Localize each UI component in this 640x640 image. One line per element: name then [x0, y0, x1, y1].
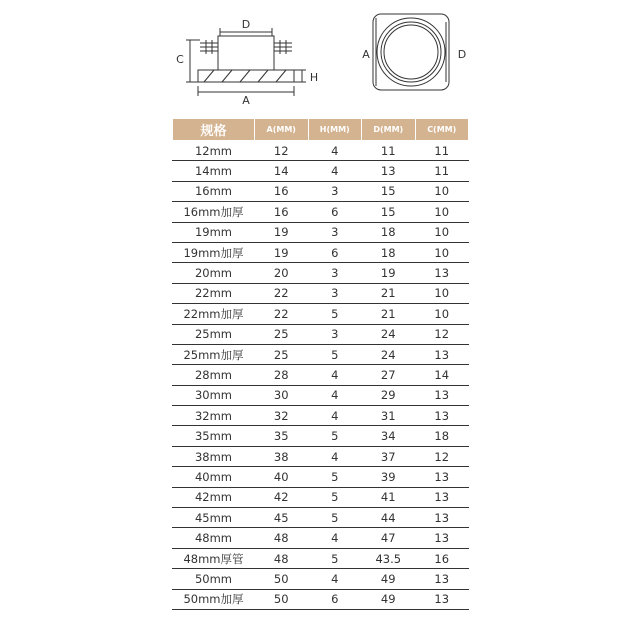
side-label-h: H [309, 71, 319, 84]
table-cell: 10 [415, 181, 469, 201]
table-cell: 13 [415, 528, 469, 548]
table-row [173, 406, 469, 426]
table-cell: 19mm加厚 [173, 242, 255, 262]
table-cell: 48mm厚管 [173, 548, 255, 568]
table-cell: 6 [308, 242, 362, 262]
table-cell: 4 [308, 385, 362, 405]
table-cell: 22 [255, 283, 309, 303]
table-row [173, 181, 469, 201]
table-cell: 50mm [173, 569, 255, 589]
table-cell: 50mm加厚 [173, 589, 255, 609]
dimension-diagram [0, 0, 640, 112]
table-cell: 44 [362, 508, 416, 528]
header-h: H(MM) [308, 119, 362, 141]
table-cell: 16mm加厚 [173, 202, 255, 222]
table-cell: 28mm [173, 365, 255, 385]
table-row [173, 385, 469, 405]
table-cell: 30 [255, 385, 309, 405]
table-cell: 12 [415, 446, 469, 466]
table-cell: 19 [255, 242, 309, 262]
table-cell: 11 [362, 141, 416, 161]
table-cell: 35mm [173, 426, 255, 446]
table-cell: 31 [362, 406, 416, 426]
table-cell: 12mm [173, 141, 255, 161]
table-cell: 6 [308, 202, 362, 222]
table-cell: 3 [308, 283, 362, 303]
table-cell: 3 [308, 181, 362, 201]
table-cell: 28 [255, 365, 309, 385]
table-cell: 48 [255, 548, 309, 568]
table-cell: 14 [255, 161, 309, 181]
table-cell: 16mm [173, 181, 255, 201]
table-cell: 21 [362, 283, 416, 303]
table-cell: 4 [308, 446, 362, 466]
table-cell: 12 [255, 141, 309, 161]
table-row [173, 161, 469, 181]
table-cell: 11 [415, 161, 469, 181]
table-cell: 34 [362, 426, 416, 446]
table-cell: 10 [415, 202, 469, 222]
table-cell: 4 [308, 528, 362, 548]
table-cell: 12 [415, 324, 469, 344]
table-cell: 35 [255, 426, 309, 446]
table-cell: 16 [255, 181, 309, 201]
table-cell: 38 [255, 446, 309, 466]
table-cell: 14 [415, 365, 469, 385]
table-cell: 13 [415, 344, 469, 364]
size-spec-table [172, 118, 469, 610]
top-view-drawing [373, 14, 449, 90]
table-cell: 13 [415, 263, 469, 283]
table-cell: 40mm [173, 467, 255, 487]
header-a: A(MM) [255, 119, 309, 141]
table-cell: 13 [415, 589, 469, 609]
table-cell: 27 [362, 365, 416, 385]
table-cell: 50 [255, 569, 309, 589]
table-row [173, 324, 469, 344]
table-cell: 25 [255, 324, 309, 344]
table-cell: 4 [308, 569, 362, 589]
table-cell: 19mm [173, 222, 255, 242]
table-cell: 13 [415, 385, 469, 405]
table-cell: 19 [362, 263, 416, 283]
table-row [173, 426, 469, 446]
table-cell: 22 [255, 304, 309, 324]
table-row [173, 242, 469, 262]
table-row [173, 467, 469, 487]
table-cell: 42mm [173, 487, 255, 507]
table-cell: 10 [415, 304, 469, 324]
table-cell: 45mm [173, 508, 255, 528]
table-body [173, 141, 469, 610]
table-cell: 18 [362, 222, 416, 242]
table-cell: 30mm [173, 385, 255, 405]
table-cell: 18 [415, 426, 469, 446]
table-cell: 4 [308, 141, 362, 161]
header-c: C(MM) [415, 119, 469, 141]
table-row [173, 304, 469, 324]
table-row [173, 528, 469, 548]
header-d: D(MM) [362, 119, 416, 141]
table-row [173, 263, 469, 283]
top-label-a: A [362, 48, 370, 61]
table-cell: 22mm [173, 283, 255, 303]
table-cell: 5 [308, 487, 362, 507]
side-view-drawing [186, 28, 306, 96]
side-label-a: A [242, 94, 250, 107]
table-cell: 43.5 [362, 548, 416, 568]
table-row [173, 141, 469, 161]
table-cell: 16 [255, 202, 309, 222]
table-cell: 29 [362, 385, 416, 405]
table-cell: 32 [255, 406, 309, 426]
table-cell: 20mm [173, 263, 255, 283]
table-cell: 32mm [173, 406, 255, 426]
table-cell: 5 [308, 508, 362, 528]
table-cell: 25mm [173, 324, 255, 344]
table-cell: 38mm [173, 446, 255, 466]
table-cell: 22mm加厚 [173, 304, 255, 324]
table-cell: 41 [362, 487, 416, 507]
table-row [173, 344, 469, 364]
table-cell: 24 [362, 344, 416, 364]
top-label-d: D [457, 48, 467, 61]
table-cell: 49 [362, 569, 416, 589]
table-cell: 14mm [173, 161, 255, 181]
table-cell: 24 [362, 324, 416, 344]
table-cell: 10 [415, 283, 469, 303]
table-row [173, 202, 469, 222]
table-row [173, 569, 469, 589]
table-cell: 10 [415, 242, 469, 262]
table-cell: 48 [255, 528, 309, 548]
table-cell: 25mm加厚 [173, 344, 255, 364]
table-cell: 3 [308, 222, 362, 242]
header-spec: 规格 [173, 119, 255, 141]
table-cell: 13 [415, 467, 469, 487]
table-header-row [173, 119, 469, 141]
table-row [173, 365, 469, 385]
table-cell: 18 [362, 242, 416, 262]
table-cell: 13 [415, 406, 469, 426]
table-cell: 5 [308, 467, 362, 487]
table-cell: 3 [308, 324, 362, 344]
table-cell: 25 [255, 344, 309, 364]
table-cell: 5 [308, 304, 362, 324]
side-label-d: D [241, 18, 251, 31]
table-cell: 39 [362, 467, 416, 487]
table-cell: 13 [415, 487, 469, 507]
table-cell: 19 [255, 222, 309, 242]
table-cell: 47 [362, 528, 416, 548]
table-row [173, 487, 469, 507]
table-cell: 13 [415, 508, 469, 528]
table-cell: 5 [308, 426, 362, 446]
table-cell: 3 [308, 263, 362, 283]
table-cell: 4 [308, 406, 362, 426]
table-cell: 15 [362, 181, 416, 201]
table-cell: 13 [362, 161, 416, 181]
table-row [173, 508, 469, 528]
table-cell: 20 [255, 263, 309, 283]
table-cell: 4 [308, 365, 362, 385]
table-cell: 5 [308, 344, 362, 364]
table-cell: 11 [415, 141, 469, 161]
table-cell: 45 [255, 508, 309, 528]
table-row [173, 283, 469, 303]
table-cell: 10 [415, 222, 469, 242]
side-label-c: C [176, 53, 184, 66]
table-row [173, 589, 469, 609]
table-cell: 13 [415, 569, 469, 589]
table-cell: 42 [255, 487, 309, 507]
table-cell: 16 [415, 548, 469, 568]
table-cell: 21 [362, 304, 416, 324]
table-cell: 37 [362, 446, 416, 466]
table-cell: 5 [308, 548, 362, 568]
table-row [173, 446, 469, 466]
table-cell: 49 [362, 589, 416, 609]
table-cell: 6 [308, 589, 362, 609]
table-cell: 15 [362, 202, 416, 222]
table-cell: 48mm [173, 528, 255, 548]
table-row [173, 222, 469, 242]
table-cell: 40 [255, 467, 309, 487]
table-cell: 4 [308, 161, 362, 181]
table-row [173, 548, 469, 568]
table-cell: 50 [255, 589, 309, 609]
